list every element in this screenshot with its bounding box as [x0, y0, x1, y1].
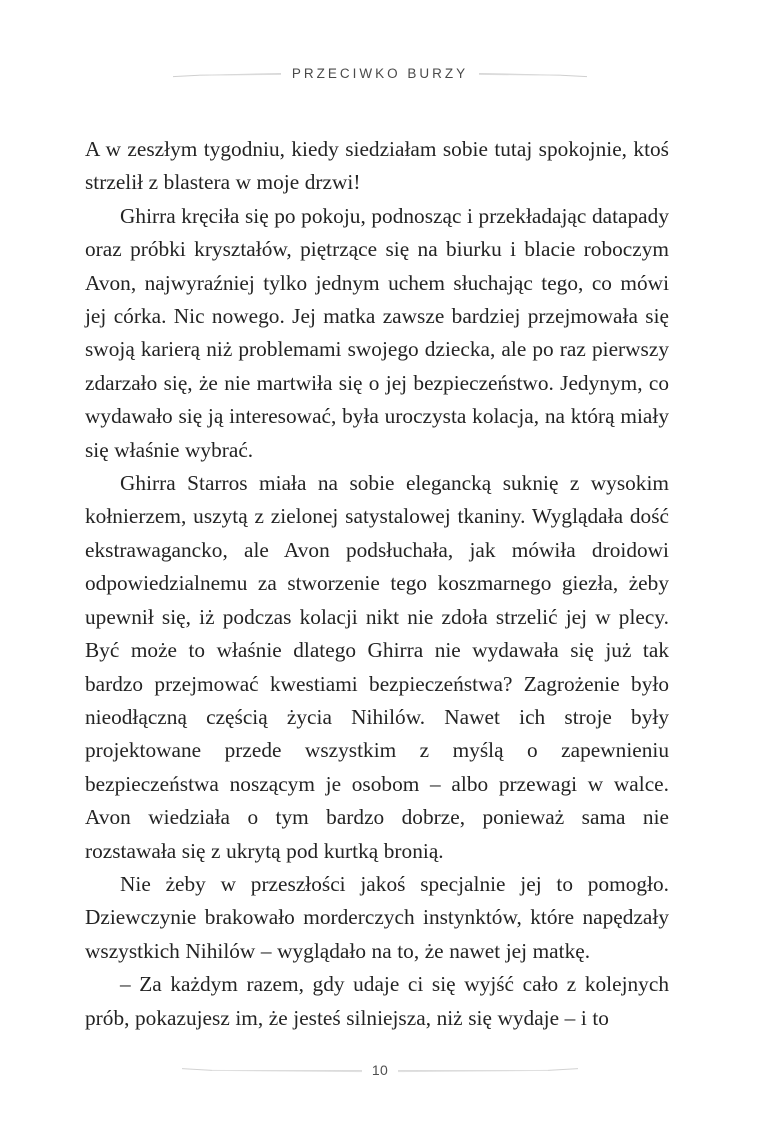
- folio-right-rule-icon: [398, 1063, 578, 1077]
- paragraph: Ghirra kręciła się po pokoju, podnosząc i przekładając datapady oraz próbki kryształów, piętrzące się na biurku i blacie roboczym Avon, najwyraźniej tylko jednym uchem słuchając tego, co mówi jej córka. Nic nowego. Jej matka zawsze bardziej przejmowała się swoją karierą niż problemami swojego dziecka, ale po raz pierwszy zdarzało się, że nie martwiła się o jej bezpieczeństwo. Jedynym, co wydawało się ją interesować, była uroczysta kolacja, na którą miały się właśnie wybrać.: [85, 203, 669, 462]
- paragraph: A w zeszłym tygodniu, kiedy siedziałam sobie tutaj spokojnie, ktoś strzelił z blastera w moje drzwi!: [85, 137, 669, 195]
- running-head-left-rule-icon: [173, 67, 281, 81]
- paragraph: Ghirra Starros miała na sobie elegancką suknię z wysokim kołnierzem, uszytą z zielonej satystalowej tkaniny. Wyglądała dość ekstrawagancko, ale Avon podsłuchała, jak mówiła droidowi odpowiedzialnemu za stworzenie tego koszmarnego giezła, żeby upewnił się, iż podczas kolacji nikt nie zdoła strzelić jej w plecy. Być może to właśnie dlatego Ghirra nie wydawała się już tak bardzo przejmować kwestiami bezpieczeństwa? Zagrożenie było nieodłączną częścią życia Nihilów. Nawet ich stroje były projektowane przede wszystkim z myślą o zapewnieniu bezpieczeństwa noszącym je osobom – albo przewagi w walce. Avon wiedziała o tym bardzo dobrze, ponieważ sama nie rozstawała się z ukrytą pod kurtką bronią.: [85, 471, 669, 863]
- running-head-right-rule-icon: [479, 67, 587, 81]
- page-number: 10: [371, 1062, 389, 1078]
- running-head-title: PRZECIWKO BURZY: [291, 66, 469, 82]
- running-head: [0, 58, 760, 90]
- paragraph: – Za każdym razem, gdy udaje ci się wyjść cało z kolejnych prób, pokazujesz im, że jesteś silniejsza, niż się wydaje – i to: [85, 972, 669, 1030]
- body-text: [85, 133, 669, 1035]
- folio-left-rule-icon: [182, 1063, 362, 1077]
- page-footer: [0, 1056, 760, 1084]
- paragraph: Nie żeby w przeszłości jakoś specjalnie jej to pomogło. Dziewczynie brakowało morderczych instynktów, które napędzały wszystkich Nihilów – wyglądało na to, że nawet jej matkę.: [85, 871, 669, 963]
